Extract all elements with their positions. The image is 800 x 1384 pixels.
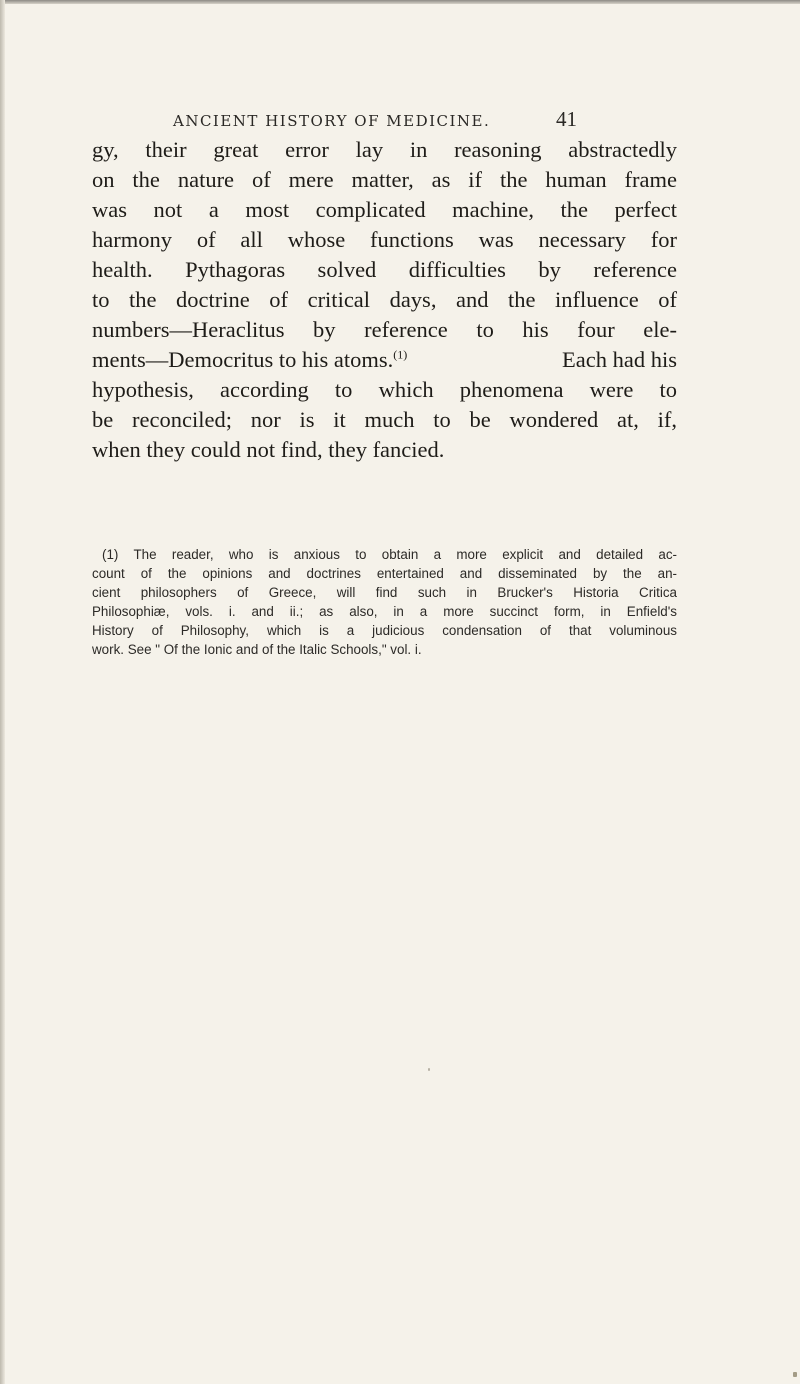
- footnote-line: History of Philosophy, which is a judicious condensation of that voluminous: [92, 623, 677, 638]
- body-line: to the doctrine of critical days, and the influence of: [92, 287, 677, 312]
- footnote-line: count of the opinions and doctrines entertained and disseminated by the an-: [92, 566, 677, 581]
- footnote-line: (1) The reader, who is anxious to obtain a more explicit and detailed ac-: [102, 547, 677, 562]
- body-line-with-note: [92, 347, 677, 373]
- body-line: when they could not find, they fancied.: [92, 437, 445, 462]
- body-line: harmony of all whose functions was necessary for: [92, 227, 677, 252]
- footnote-line: cient philosophers of Greece, will find such in Brucker's Historia Critica: [92, 585, 677, 600]
- body-line: hypothesis, according to which phenomena were to: [92, 377, 677, 402]
- page-number: 41: [556, 107, 577, 131]
- body-line: numbers—Heraclitus by reference to his four ele-: [92, 317, 677, 342]
- page-binding-edge: [0, 0, 5, 1384]
- page-top-edge: [0, 0, 800, 4]
- body-line: gy, their great error lay in reasoning abstractedly: [92, 137, 677, 162]
- body-line: be reconciled; nor is it much to be wondered at, if,: [92, 407, 677, 432]
- body-line: was not a most complicated machine, the perfect: [92, 197, 677, 222]
- paper-speck: [793, 1372, 797, 1377]
- body-line: health. Pythagoras solved difficulties by reference: [92, 257, 677, 282]
- paper-speck: [428, 1068, 430, 1071]
- body-line: on the nature of mere matter, as if the human frame: [92, 167, 677, 192]
- body-line-segment: Each had his: [562, 347, 677, 372]
- footnote-line: Philosophiæ, vols. i. and ii.; as also, in a more succinct form, in Enfield's: [92, 604, 677, 619]
- footnote-line: work. See " Of the Ionic and of the Italic Schools," vol. i.: [92, 642, 422, 657]
- footnote-reference: (1): [393, 347, 408, 362]
- body-line-segment: ments—Democritus to his atoms.: [92, 347, 394, 372]
- running-header: ANCIENT HISTORY OF MEDICINE.: [173, 112, 491, 130]
